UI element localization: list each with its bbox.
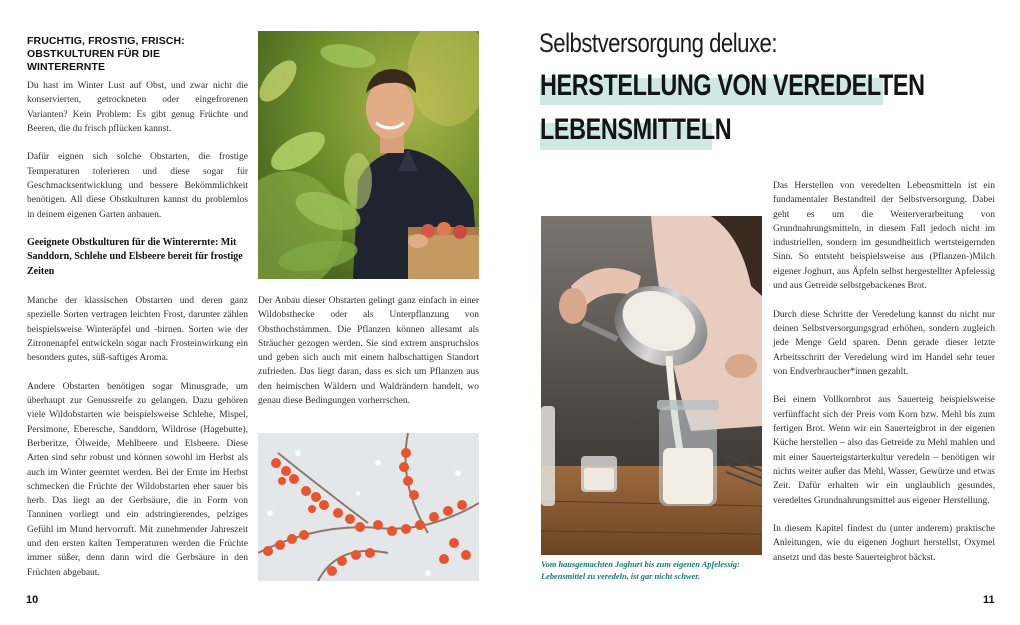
chapter-title-line-2: HERSTELLUNG VON VEREDELTEN xyxy=(540,69,925,102)
photo-sea-buckthorn-frost xyxy=(258,433,479,581)
photo-caption: Vom hausgemachten Joghurt bis zum eigenen Apfelessig: Lebensmittel zu veredeln, ist gar nicht schwer. xyxy=(541,560,740,581)
paragraph-chapter-overview: In diesem Kapitel findest du (unter anderem) praktische Anleitungen, wie du eigenen Joghurt herstellst, Oxymel ansetzt und das beste Sauerteigbrot bäckst. xyxy=(773,524,995,563)
page-number-right: 11 xyxy=(983,594,995,606)
intro-text xyxy=(27,79,248,236)
chapter-title-line-3: LEBENSMITTELN xyxy=(540,113,732,146)
photo-pouring-milk-into-jar xyxy=(541,216,762,555)
paragraph-savings: Durch diese Schritte der Veredelung kannst du nicht nur deinen Selbstversorgungsgrad erhöhen, sondern zugleich jede Menge Geld sparen. Denn gerade dieser letzte Arbeitsschritt der Veredelung wird im Handel sehr teuer von Endverbraucher*innen gezahlt. xyxy=(773,309,995,377)
right-column-text xyxy=(773,179,995,579)
middle-column-paragraph: Der Anbau dieser Obstarten gelingt ganz einfach in einer Wildobsthecke oder als Unterpflanzung von Obsthochstämmen. Die Pflanzen können allesamt als Sträucher gezogen werden. Sie sind extrem anspruchslos und geben sich auch mit einem halbschattigen Standort zufrieden. Das liegt daran, dass es sich um Pflanzen aus den heimischen Wäldern und Waldrändern handelt, wo genau diese Bedingungen vorherrschen. xyxy=(258,296,479,407)
subheading: Geeignete Obstkulturen für die Winterernte: Mit Sanddorn, Schlehe und Elsbeere bereit für frostige Zeiten xyxy=(27,237,243,277)
paragraph-definition: Das Herstellen von veredelten Lebensmitteln ist ein fundamentaler Bestandteil der Selbstversorgung. Dabei geht es um die Weiterverarbeitung von Grundnahrungsmitteln, in diesem Fall jedoch nicht im industriellen, sondern im gesundheitlich wertsteigernden Sinn. So entsteht beispielsweise aus (Pflanzen-)Milch eigener Joghurt, aus Äpfeln selbst hergestellter Apfelessig und aus Getreide selbstgebackenes Brot. xyxy=(773,181,995,292)
paragraph-sourdough: Bei einem Vollkornbrot aus Sauerteig beispielsweise verfünffacht sich der Preis vom Korn bzw. Mehl bis zum fertigen Brot. Wenn wir ein Sauerteigbrot in der eigenen Küche herstellen – also das Getreide zu Mehl mahlen und mit einer Sauerteigstarterkultur veredeln – benötigen wir nichts weiter außer das Mehl, Wasser, Gewürze und etwas Zeit. Dafür erhalten wir ein unglaublich gesundes, veredeltes Grundnahrungsmittel aus eigener Herstellung. xyxy=(773,395,995,506)
section-heading: FRUCHTIG, FROSTIG, FRISCH: OBSTKULTUREN FÜR DIE WINTERERNTE xyxy=(27,35,185,73)
chapter-title-line-1: Selbstversorgung deluxe: xyxy=(539,28,778,58)
paragraph-frost-varieties: Manche der klassischen Obstarten und deren ganz spezielle Sorten vertragen leichten Frost, darunter zählen beispielsweise Winteräpfel und -birnen. Sorten wie der Zitronenapfel entwickeln sogar nach Frosteinwirkung ein besonders gutes, süß-saftiges Aroma. xyxy=(27,296,248,364)
left-column-text xyxy=(27,294,248,594)
page-number-left: 10 xyxy=(26,594,39,606)
photo-man-harvesting-apples xyxy=(258,31,479,279)
intro-paragraph-2: Dafür eignen sich solche Obstarten, die frostige Temperaturen tolerieren und diese sogar für Geschmacksentwicklung und bessere Bekömmlichkeit benötigen. All diese Obstkulturen kannst du problemlos in deinem eigenen Garten anbauen. xyxy=(27,152,248,220)
paragraph-wild-fruit: Andere Obstarten benötigen sogar Minusgrade, um überhaupt zur Genussreife zu gelangen. Dazu gehören viele Wildobstarten wie beispielsweise Schlehe, Mispel, Persimone, Eberesche, Sanddorn, Wildrose (Hagebutte), Berberitze, Ölweide, Mehlbeere und Elsbeere. Diese Arten sind sehr robust und können sowohl im Herbst als auch im Winter geerntet werden. Bei der Ernte im Herbst schmecken die Früchte der Wildobstarten eher sauer bis herb. Das liegt an der Gerbsäure, die in Form von Tanninen vorliegt und ein adstringierendes, pelziges Gefühl im Mund hervorruft. Mit zunehmender Jahreszeit und den ersten kalten Temperaturen werden die Früchte immer süßer, denn dann wird die Gerbsäure in den Früchten abgebaut. xyxy=(27,381,248,578)
intro-paragraph-1: Du hast im Winter Lust auf Obst, und zwar nicht die konservierten, getrockneten oder eingefrorenen Varianten? Kein Problem: Es gibt genug Früchte und Beeren, die du frisch pflücken kannst. xyxy=(27,81,248,134)
